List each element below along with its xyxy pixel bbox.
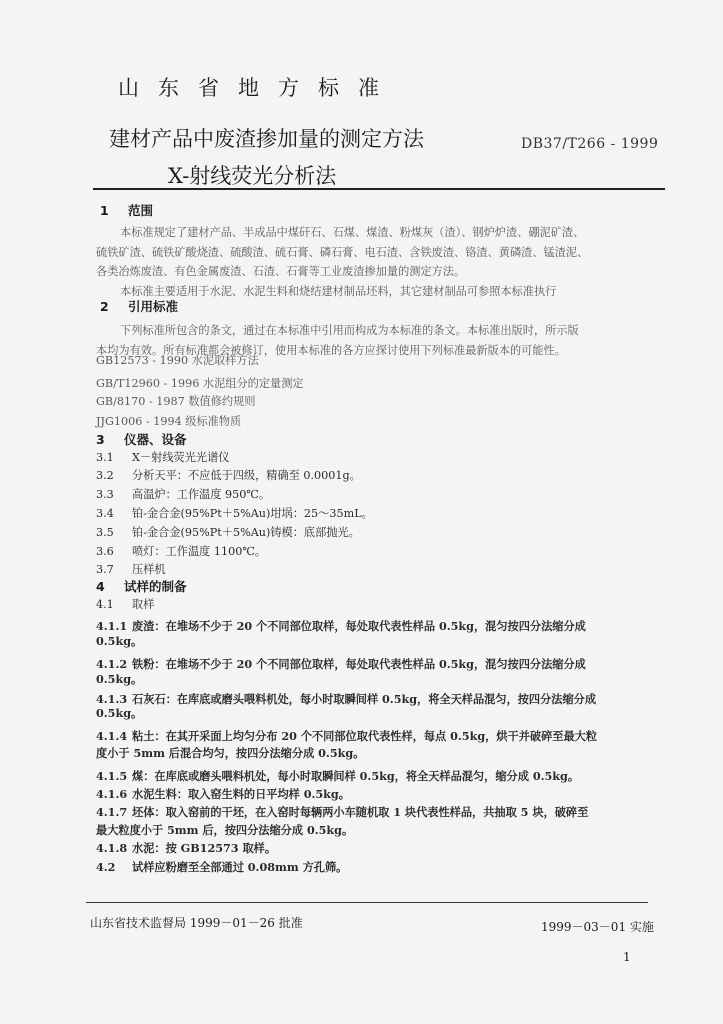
section-4-heading: [96, 577, 187, 595]
item-number: 3.7: [96, 563, 114, 576]
sampling-item: [96, 656, 586, 672]
reference-item: GB12573 - 1990 水泥取样方法: [96, 354, 259, 367]
section-number: 2: [100, 299, 109, 314]
reference-item: GB/T12960 - 1996 水泥组分的定量测定: [96, 377, 304, 390]
equipment-item: [96, 524, 360, 540]
sampling-item: [96, 786, 350, 802]
section-number: 1: [100, 203, 109, 218]
paragraph-line: 本标准规定了建材产品、半成品中煤矸石、石煤、煤渣、粉煤灰（渣）、钢炉炉渣、硼泥矿渣、: [120, 226, 585, 239]
sampling-item: [96, 859, 347, 875]
issuing-authority-header: 山东省地方标准: [118, 76, 398, 100]
paragraph-line: 硫铁矿渣、硫铁矿酸烧渣、硫酸渣、硫石膏、磷石膏、电石渣、含铁废渣、铬渣、黄磷渣、锰渣泥、: [96, 246, 589, 259]
item-text: 水泥生料：取入窑生料的日平均样 0.5kg。: [132, 787, 350, 801]
item-number: 3.1: [96, 451, 114, 464]
item-text: 喷灯：工作温度 1100℃。: [132, 545, 267, 558]
item-continuation: 0.5kg。: [96, 672, 143, 686]
paragraph-line: 本均为有效。所有标准都会被修订，使用本标准的各方应探讨使用下列标准最新版本的可能性。: [96, 344, 566, 357]
item-number: 3.5: [96, 526, 114, 539]
implementation-date: 1999－03－01 实施: [541, 920, 654, 934]
document-title-line2: X-射线荧光分析法: [168, 164, 337, 188]
item-text: 铂-金合金(95%Pt＋5%Au)坩埚：25～35mL。: [132, 507, 373, 520]
item-number: 4.1.4: [96, 729, 128, 743]
item-number: 4.2: [96, 860, 116, 874]
item-text: 水泥：按 GB12573 取样。: [132, 841, 277, 855]
item-text: X－射线荧光光谱仪: [132, 451, 230, 464]
paragraph-line: 下列标准所包含的条文，通过在本标准中引用而构成为本标准的条文。本标准出版时，所示版: [120, 324, 579, 337]
reference-item: GB/8170 - 1987 数值修约规则: [96, 395, 256, 408]
item-text: 铁粉：在堆场不少于 20 个不同部位取样，每处取代表性样品 0.5kg，混匀按四分法缩分成: [132, 657, 586, 671]
item-text: 试样应粉磨至全部通过 0.08mm 方孔筛。: [132, 860, 348, 874]
item-number: 4.1.8: [96, 841, 128, 855]
item-text: 压样机: [132, 563, 166, 576]
item-number: 4.1: [96, 598, 114, 611]
item-text: 坯体：取入窑前的干坯，在入窑时每辆两小车随机取 1 块代表性样品，共抽取 5 块，破碎至: [132, 805, 589, 819]
item-text: 废渣：在堆场不少于 20 个不同部位取样，每处取代表性样品 0.5kg，混匀按四分法缩分成: [132, 619, 586, 633]
section-number: 3: [96, 432, 105, 447]
footer-divider: [86, 902, 648, 903]
sampling-item: [96, 840, 276, 856]
section-3-heading: [96, 430, 187, 448]
item-number: 4.1.1: [96, 619, 128, 633]
item-text: 粘土：在其开采面上均匀分布 20 个不同部位取代表性样，每点 0.5kg，烘干并破碎至最大粒: [132, 729, 598, 743]
equipment-item: [96, 561, 166, 577]
item-number: 4.1.3: [96, 692, 128, 706]
section-title: 试样的制备: [124, 579, 187, 594]
section-title: 仪器、设备: [124, 432, 187, 447]
item-number: 4.1.7: [96, 805, 128, 819]
paragraph-line: 各类冶炼废渣、有色金属废渣、石渣、石膏等工业废渣掺加量的测定方法。: [96, 265, 466, 278]
item-text: 分析天平：不应低于四级，精确至 0.0001g。: [132, 469, 361, 482]
standard-code: DB37/T266 - 1999: [521, 136, 659, 152]
section-number: 4: [96, 579, 105, 594]
item-continuation: 0.5kg。: [96, 634, 143, 648]
document-title-line1: 建材产品中废渣掺加量的测定方法: [109, 127, 424, 151]
item-text: 煤：在库底或磨头喂料机处，每小时取瞬间样 0.5kg，将全天样品混匀，缩分成 0.5kg。: [132, 769, 580, 783]
page-number: 1: [623, 950, 631, 964]
reference-item: JJG1006 - 1994 级标准物质: [96, 415, 242, 428]
sampling-item: [96, 691, 596, 707]
item-text: 高温炉：工作温度 950℃。: [132, 488, 271, 501]
item-number: 4.1.2: [96, 657, 128, 671]
sampling-item: [96, 728, 597, 744]
item-number: 3.4: [96, 507, 114, 520]
header-divider: [93, 188, 665, 190]
item-number: 4.1.6: [96, 787, 128, 801]
item-continuation: 度小于 5mm 后混合均匀，按四分法缩分成 0.5kg。: [96, 746, 365, 760]
item-number: 3.3: [96, 488, 114, 501]
item-number: 3.6: [96, 545, 114, 558]
section-2-heading: [100, 297, 178, 315]
sampling-item: [96, 596, 154, 612]
section-title: 范围: [128, 203, 154, 218]
item-text: 取样: [132, 598, 155, 611]
sampling-item: [96, 768, 579, 784]
section-title: 引用标准: [128, 299, 179, 314]
equipment-item: [96, 467, 361, 483]
section-1-heading: [100, 201, 153, 219]
sampling-item: [96, 804, 588, 820]
item-continuation: 最大粒度小于 5mm 后，按四分法缩分成 0.5kg。: [96, 823, 354, 837]
item-number: 3.2: [96, 469, 114, 482]
item-number: 4.1.5: [96, 769, 128, 783]
equipment-item: [96, 543, 266, 559]
approval-date: 山东省技术监督局 1999－01－26 批准: [90, 916, 303, 930]
paragraph-line: 本标准主要适用于水泥、水泥生料和烧结建材制品坯料，其它建材制品可参照本标准执行: [120, 285, 557, 298]
sampling-item: [96, 618, 586, 634]
equipment-item: [96, 449, 229, 465]
equipment-item: [96, 505, 373, 521]
item-text: 铂-金合金(95%Pt＋5%Au)铸模：底部抛光。: [132, 526, 360, 539]
equipment-item: [96, 486, 270, 502]
item-continuation: 0.5kg。: [96, 706, 143, 720]
item-text: 石灰石：在库底或磨头喂料机处，每小时取瞬间样 0.5kg，将全天样品混匀，按四分法缩分成: [132, 692, 597, 706]
